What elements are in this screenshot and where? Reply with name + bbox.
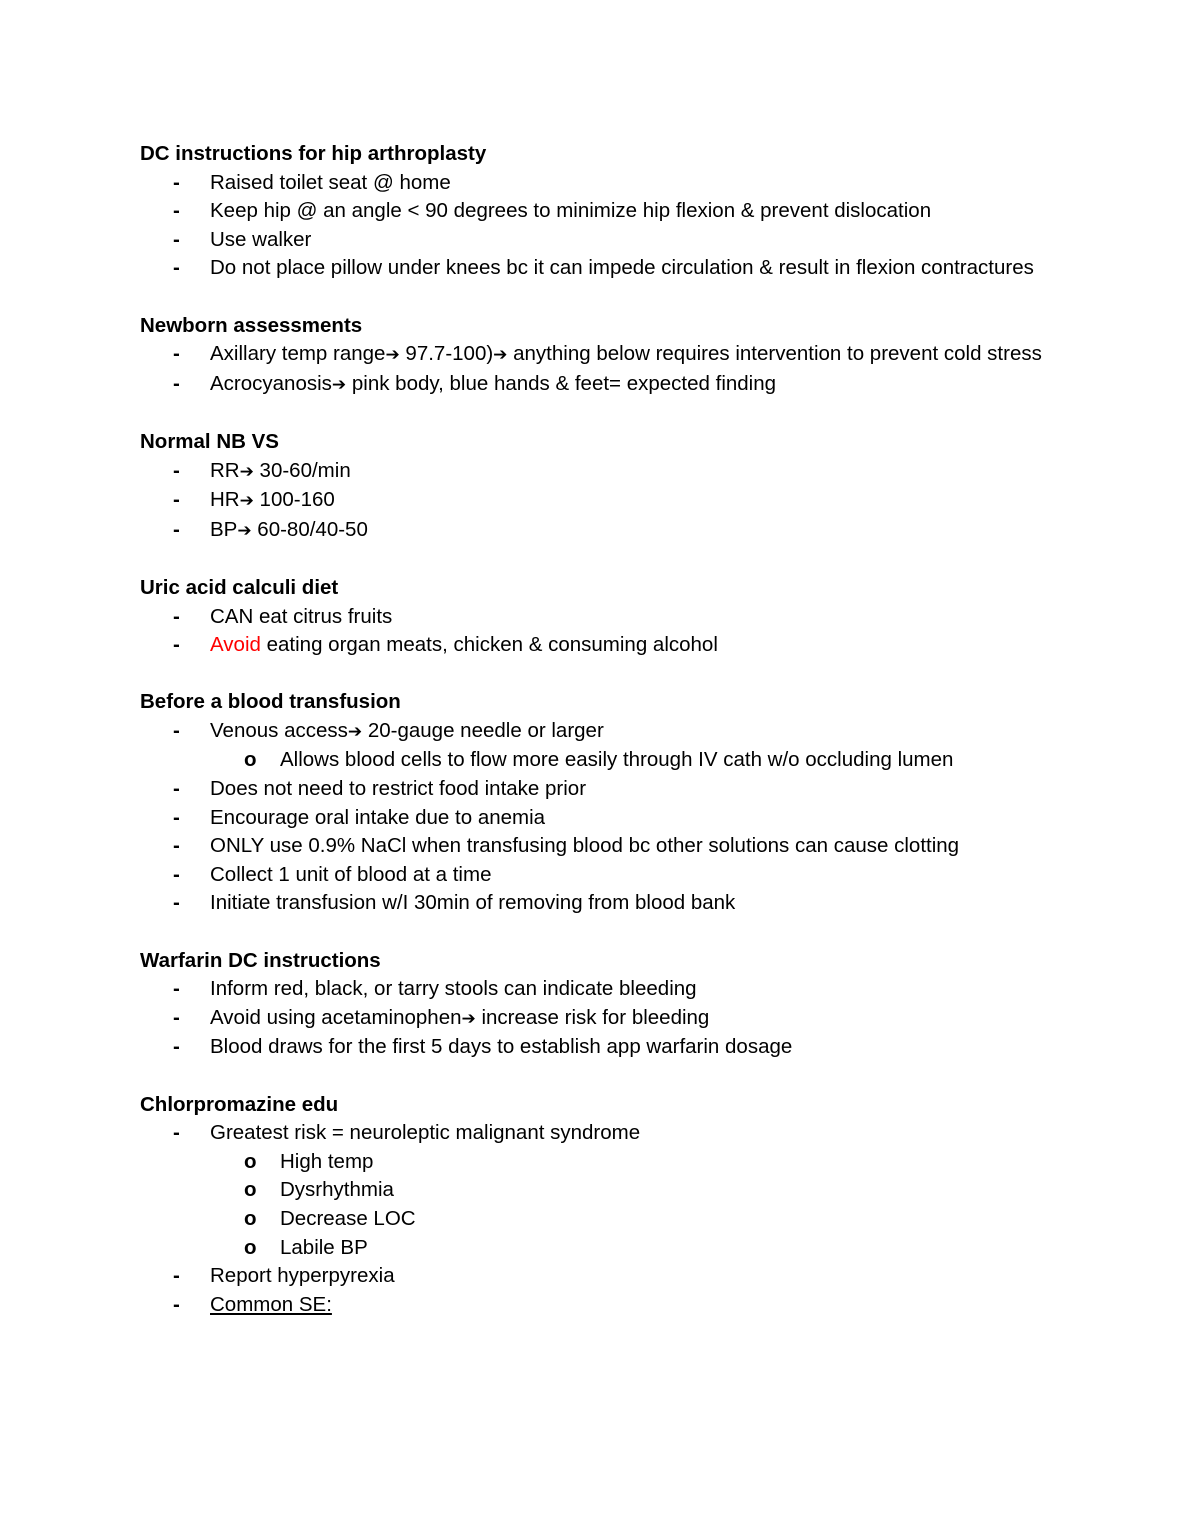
list-item: - Use walker bbox=[140, 226, 1060, 255]
list-item: - BP➔ 60-80/40-50 bbox=[140, 516, 1060, 546]
right-arrow-icon: ➔ bbox=[347, 721, 363, 742]
right-arrow-icon: ➔ bbox=[461, 1008, 476, 1029]
dash-bullet: - bbox=[173, 604, 180, 628]
right-arrow-icon: ➔ bbox=[237, 520, 252, 541]
avoid-highlight: Avoid bbox=[210, 633, 261, 657]
dash-bullet: - bbox=[173, 256, 180, 280]
list-item: - Venous access➔ 20-gauge needle or larger bbox=[140, 717, 1060, 747]
section-heading: Uric acid calculi diet bbox=[140, 575, 339, 599]
list-item: - Collect 1 unit of blood at a time bbox=[140, 861, 1060, 890]
dash-bullet: - bbox=[173, 1005, 180, 1029]
dash-bullet: - bbox=[173, 862, 180, 886]
dash-bullet: - bbox=[173, 458, 180, 482]
dash-bullet: - bbox=[173, 805, 180, 829]
dash-bullet: - bbox=[173, 834, 180, 858]
sub-list-item: o Allows blood cells to flow more easily through IV cath w/o occluding lumen bbox=[140, 746, 1060, 775]
dash-bullet: - bbox=[173, 488, 180, 512]
list-item: - Encourage oral intake due to anemia bbox=[140, 804, 1060, 833]
list-item: - Blood draws for the first 5 days to establish app warfarin dosage bbox=[140, 1033, 1060, 1062]
circle-bullet: o bbox=[244, 1235, 257, 1259]
dash-bullet: - bbox=[173, 891, 180, 915]
section-blood-transfusion bbox=[140, 688, 1060, 918]
section-heading: Chlorpromazine edu bbox=[140, 1092, 339, 1116]
section-heading: DC instructions for hip arthroplasty bbox=[140, 142, 487, 165]
dash-bullet: - bbox=[173, 777, 180, 801]
dash-bullet: - bbox=[173, 1264, 180, 1288]
dash-bullet: - bbox=[173, 227, 180, 251]
sub-list-item: o High temp bbox=[140, 1148, 1060, 1177]
right-arrow-icon: ➔ bbox=[493, 345, 508, 366]
list-item: - RR➔ 30-60/min bbox=[140, 457, 1060, 487]
right-arrow-icon: ➔ bbox=[331, 374, 347, 395]
sub-list-item: o Dysrhythmia bbox=[140, 1176, 1060, 1205]
dash-bullet: - bbox=[173, 1035, 180, 1059]
section-uric-acid-diet bbox=[140, 574, 1060, 660]
dash-bullet: - bbox=[173, 342, 180, 366]
underlined-text: Common SE: bbox=[210, 1292, 332, 1316]
list-item: - Inform red, black, or tarry stools can indicate bleeding bbox=[140, 975, 1060, 1004]
section-heading: Normal NB VS bbox=[140, 429, 279, 453]
right-arrow-icon: ➔ bbox=[239, 491, 254, 512]
list-item: - Keep hip @ an angle < 90 degrees to minimize hip flexion & prevent dislocation bbox=[140, 197, 1060, 226]
dash-bullet: - bbox=[173, 633, 180, 657]
list-item: - Do not place pillow under knees bc it can impede circulation & result in flexion contractures bbox=[140, 254, 1060, 283]
dash-bullet: - bbox=[173, 977, 180, 1001]
dash-bullet: - bbox=[173, 718, 180, 742]
dash-bullet: - bbox=[173, 1292, 180, 1316]
list-item: - ONLY use 0.9% NaCl when transfusing blood bc other solutions can cause clotting bbox=[140, 832, 1060, 861]
list-item: - Greatest risk = neuroleptic malignant syndrome bbox=[140, 1119, 1060, 1148]
section-hip-arthroplasty bbox=[140, 140, 1060, 283]
list-item: - Avoid eating organ meats, chicken & consuming alcohol bbox=[140, 631, 1060, 660]
section-heading: Before a blood transfusion bbox=[140, 690, 401, 714]
section-warfarin bbox=[140, 947, 1060, 1062]
circle-bullet: o bbox=[244, 748, 257, 772]
dash-bullet: - bbox=[173, 517, 180, 541]
dash-bullet: - bbox=[173, 1121, 180, 1145]
circle-bullet: o bbox=[244, 1206, 257, 1230]
sub-list-item: o Labile BP bbox=[140, 1234, 1060, 1263]
section-chlorpromazine bbox=[140, 1091, 1060, 1320]
right-arrow-icon: ➔ bbox=[239, 461, 254, 482]
list-item: - Avoid using acetaminophen➔ increase risk for bleeding bbox=[140, 1004, 1060, 1034]
list-item: - Does not need to restrict food intake prior bbox=[140, 775, 1060, 804]
dash-bullet: - bbox=[173, 371, 180, 395]
list-item: - Acrocyanosis➔ pink body, blue hands & feet= expected finding bbox=[140, 370, 1060, 400]
dash-bullet: - bbox=[173, 170, 180, 194]
list-item: - Raised toilet seat @ home bbox=[140, 169, 1060, 198]
sub-list-item: o Decrease LOC bbox=[140, 1205, 1060, 1234]
circle-bullet: o bbox=[244, 1149, 257, 1173]
document-page bbox=[140, 140, 1060, 1348]
list-item: - HR➔ 100-160 bbox=[140, 486, 1060, 516]
circle-bullet: o bbox=[244, 1178, 257, 1202]
list-item: - Axillary temp range➔ 97.7-100)➔ anything below requires intervention to prevent cold stress bbox=[140, 340, 1060, 370]
right-arrow-icon: ➔ bbox=[385, 345, 400, 366]
section-heading: Newborn assessments bbox=[140, 313, 363, 337]
section-newborn-assessments bbox=[140, 312, 1060, 400]
section-heading: Warfarin DC instructions bbox=[140, 948, 381, 972]
list-item: - Report hyperpyrexia bbox=[140, 1262, 1060, 1291]
list-item: - Initiate transfusion w/I 30min of removing from blood bank bbox=[140, 889, 1060, 918]
dash-bullet: - bbox=[173, 199, 180, 223]
section-normal-nb-vs bbox=[140, 428, 1060, 545]
list-item bbox=[140, 1291, 1060, 1320]
list-item: - CAN eat citrus fruits bbox=[140, 603, 1060, 632]
